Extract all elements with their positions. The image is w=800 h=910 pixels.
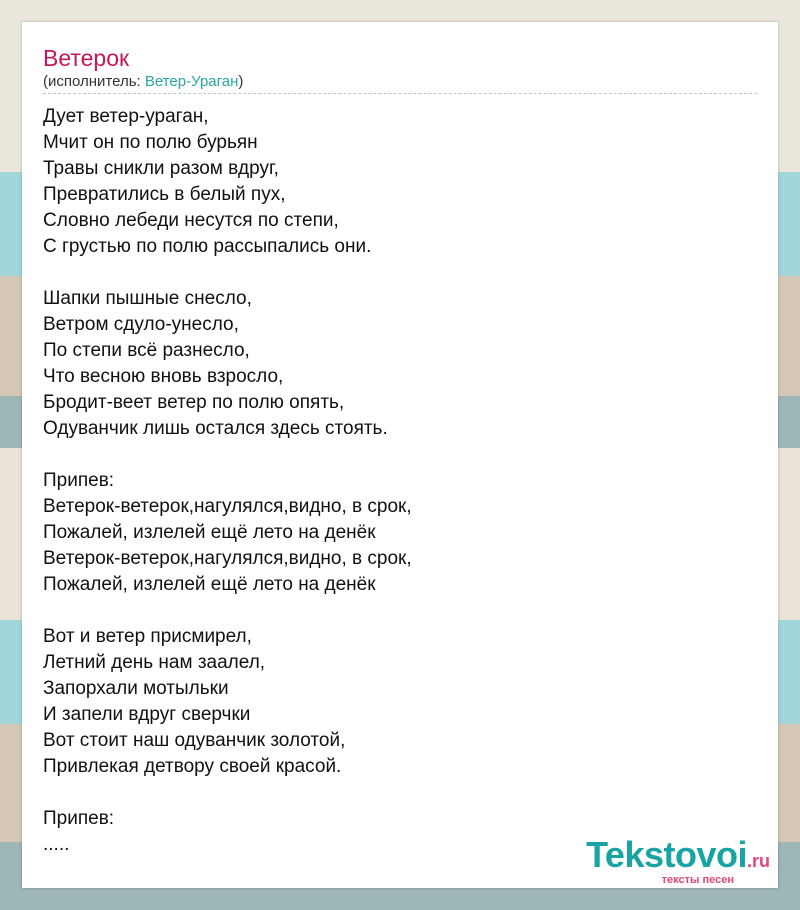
lyric-line: И запели вдруг сверчки xyxy=(43,704,251,725)
lyric-line: Летний день нам заалел, xyxy=(43,652,266,673)
lyric-line: Пожалей, излелей ещё лето на денёк xyxy=(43,522,376,543)
lyric-line: Пожалей, излелей ещё лето на денёк xyxy=(43,574,376,595)
lyrics-card xyxy=(22,22,778,888)
lyric-line: Ветерок-ветерок,нагулялся,видно, в срок, xyxy=(43,496,412,517)
lyric-line: Травы сникли разом вдруг, xyxy=(43,158,279,179)
lyric-line: Шапки пышные снесло, xyxy=(43,288,252,309)
artist-link[interactable]: Ветер-Ураган xyxy=(144,73,239,90)
lyric-line: Дует ветер-ураган, xyxy=(43,106,209,127)
lyric-line: Словно лебеди несутся по степи, xyxy=(43,210,339,231)
stanza-break xyxy=(43,780,757,806)
lyric-line: С грустью по полю рассыпались они. xyxy=(43,236,372,257)
lyric-line: Припев: xyxy=(43,808,115,829)
lyric-line: Вот и ветер присмирел, xyxy=(43,626,252,647)
title-divider xyxy=(43,93,757,94)
stanza-break xyxy=(43,442,757,468)
lyric-line: Ветром сдуло-унесло, xyxy=(43,314,239,335)
lyric-line: Что весною вновь взросло, xyxy=(43,366,284,387)
lyric-line: Привлекая детвору своей красой. xyxy=(43,756,342,777)
logo-tagline: тексты песен xyxy=(661,874,734,886)
lyric-line: Припев: xyxy=(43,470,115,491)
logo-name: Tekstovoi xyxy=(586,834,747,875)
lyric-line: ..... xyxy=(43,834,70,855)
lyrics-text xyxy=(43,104,757,858)
lyric-line: Мчит он по полю бурьян xyxy=(43,132,258,153)
artist-line xyxy=(43,73,243,91)
logo-tld: .ru xyxy=(746,851,770,871)
lyric-line: Ветерок-ветерок,нагулялся,видно, в срок, xyxy=(43,548,412,569)
lyric-line: Бродит-веет ветер по полю опять, xyxy=(43,392,345,413)
lyric-line: Одуванчик лишь остался здесь стоять. xyxy=(43,418,388,439)
site-logo[interactable] xyxy=(586,834,770,886)
stanza-break xyxy=(43,260,757,286)
stanza-break xyxy=(43,598,757,624)
artist-prefix: (исполнитель: xyxy=(43,73,145,90)
lyric-line: Превратились в белый пух, xyxy=(43,184,286,205)
lyric-line: По степи всё разнесло, xyxy=(43,340,250,361)
lyric-line: Вот стоит наш одуванчик золотой, xyxy=(43,730,346,751)
song-title: Ветерок xyxy=(43,45,130,71)
artist-suffix: ) xyxy=(238,73,244,90)
lyric-line: Запорхали мотыльки xyxy=(43,678,229,699)
logo-wordmark xyxy=(586,834,770,878)
